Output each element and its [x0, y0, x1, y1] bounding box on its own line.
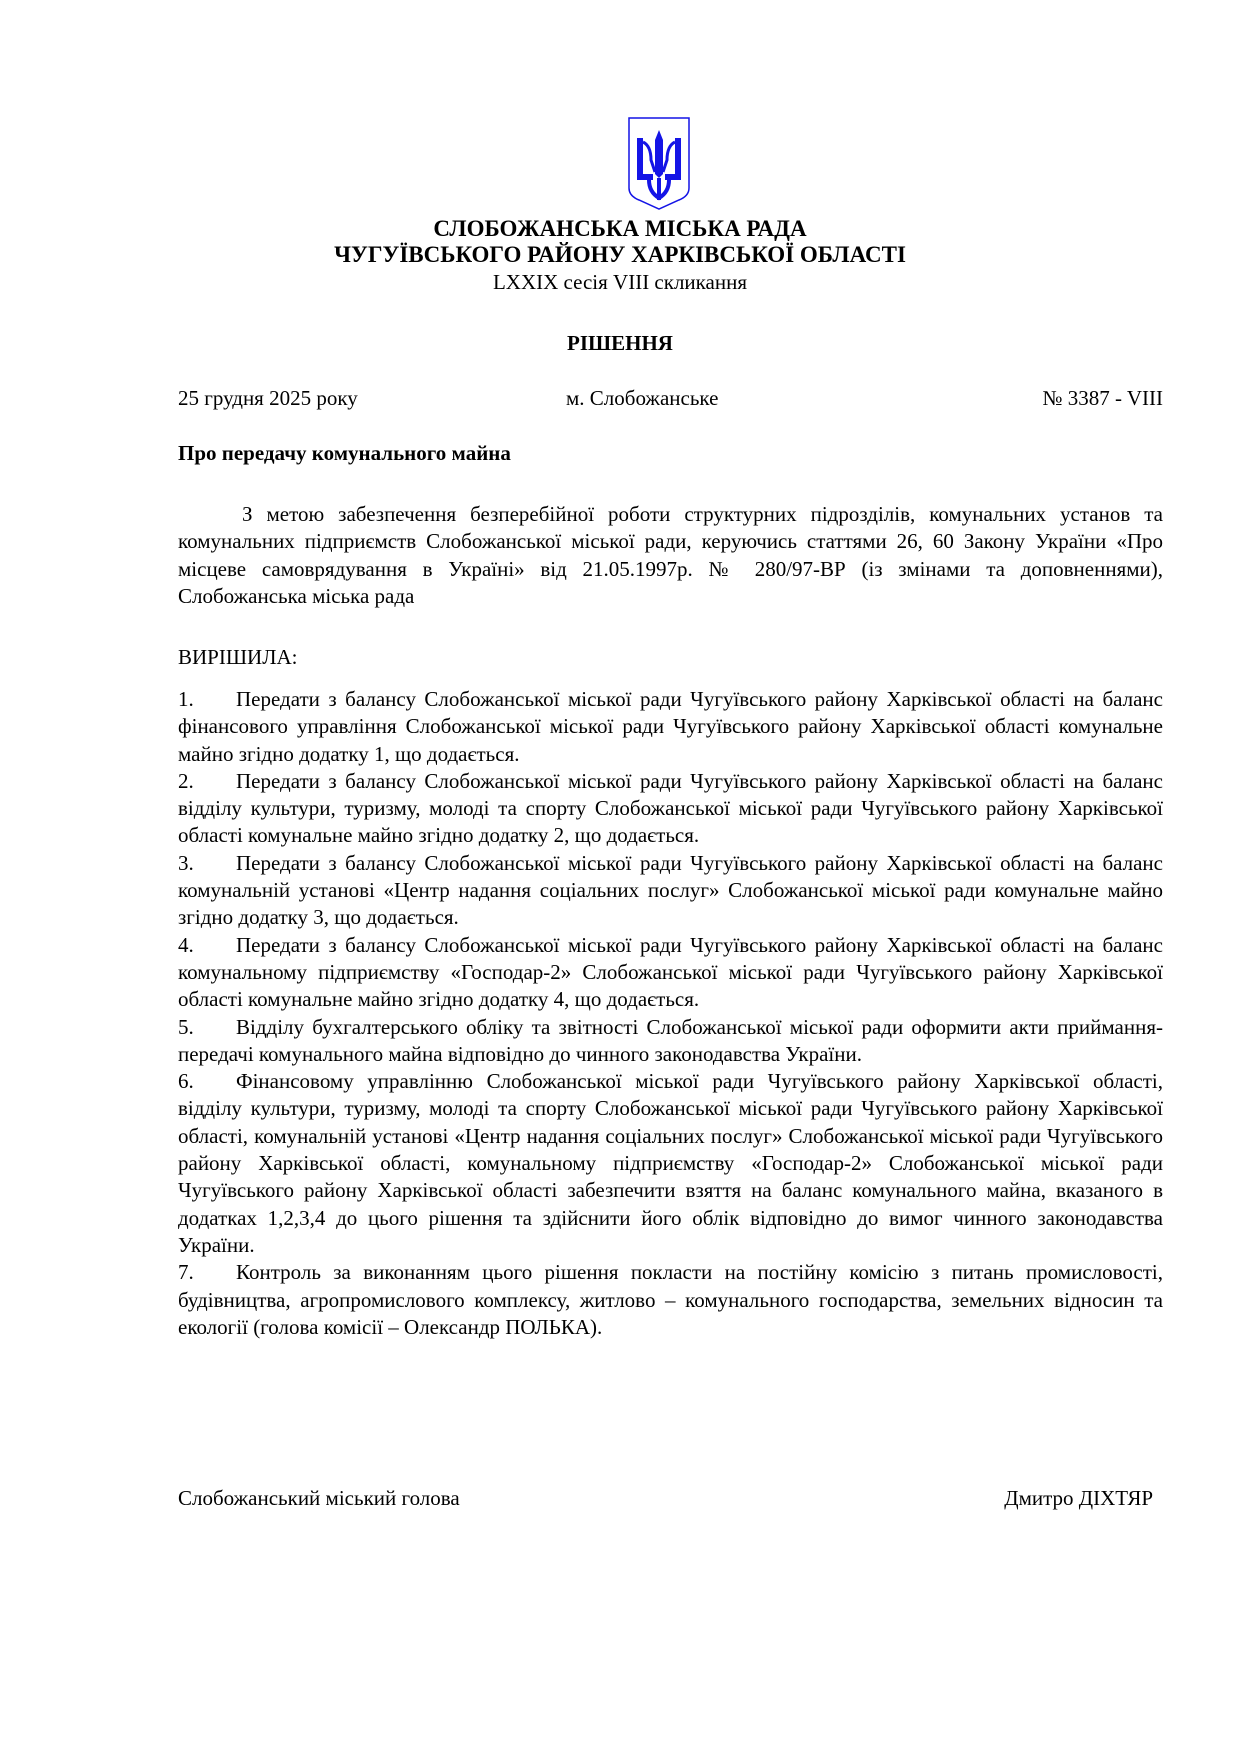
- document-number: № 3387 - VIII: [1042, 386, 1163, 410]
- item-number: 2.: [178, 768, 194, 793]
- document-subject: Про передачу комунального майна: [178, 441, 511, 465]
- resolution-item: [178, 1259, 1163, 1341]
- resolution-item: [178, 1068, 1163, 1259]
- signature-block: [178, 1486, 1153, 1512]
- item-text: Передати з балансу Слобожанської міської ради Чугуївського району Харківської області на баланс відділу культури, туризму, молоді та спорту Слобожанської міської ради Чугуївського району Харківської області комунальне майно згідно додатку 2, що додається.: [178, 768, 1163, 848]
- signatory-role: Слобожанський міський голова: [178, 1486, 460, 1510]
- item-text: Відділу бухгалтерського обліку та звітності Слобожанської міської ради оформити акти приймання-передачі комунального майна відповідно до чинного законодавства України.: [178, 1014, 1163, 1066]
- preamble-paragraph: З метою забезпечення безперебійної роботи структурних підрозділів, комунальних установ та комунальних підприємств Слобожанської міської ради, керуючись статтями 26, 60 Закону України «Про місцеве самоврядування в Україні» від 21.05.1997р. № 280/97-ВР (із змінами та доповненнями), Слобожанська міська рада: [178, 502, 1163, 608]
- item-number: 5.: [178, 1014, 194, 1039]
- item-text: Фінансовому управлінню Слобожанської міської ради Чугуївського району Харківської області, відділу культури, туризму, молоді та спорту Слобожанської міської ради Чугуївського району Харківської області, комунальній установі «Центр надання соціальних послуг» Слобожанської міської ради Чугуївського району Харківської області, комунальному підприємству «Господар-2» Слобожанської міської ради Чугуївського району Харківської області забезпечити взяття на баланс комунального майна, вказаного в додатках 1,2,3,4 до цього рішення та здійснити його облік відповідно до вимог чинного законодавства України.: [178, 1069, 1163, 1257]
- document-meta: [178, 386, 1163, 412]
- item-number: 3.: [178, 850, 194, 875]
- document-place: м. Слобожанське: [566, 386, 719, 410]
- council-name: СЛОБОЖАНСЬКА МІСЬКА РАДА: [433, 216, 807, 241]
- signatory-name: Дмитро ДІХТЯР: [1004, 1486, 1153, 1510]
- document-date: 25 грудня 2025 року: [178, 386, 358, 410]
- item-number: 6.: [178, 1069, 194, 1094]
- item-number: 4.: [178, 932, 194, 957]
- item-number: 7.: [178, 1260, 194, 1285]
- district-name: ЧУГУЇВСЬКОГО РАЙОНУ ХАРКІВСЬКОЇ ОБЛАСТІ: [334, 242, 906, 267]
- resolution-item: [178, 932, 1163, 1014]
- resolution-item: [178, 850, 1163, 932]
- item-text: Передати з балансу Слобожанської міської ради Чугуївського району Харківської області на баланс фінансового управління Слобожанської міської ради Чугуївського району Харківської області комунальне майно згідно додатку 1, що додається.: [178, 687, 1163, 766]
- resolution-items: [178, 686, 1163, 1341]
- session-line: LXXIX сесія VIII скликання: [492, 270, 748, 294]
- item-number: 1.: [178, 687, 194, 711]
- trident-coat-of-arms-icon: [627, 116, 691, 211]
- resolved-label: ВИРІШИЛА:: [178, 645, 298, 669]
- item-text: Передати з балансу Слобожанської міської ради Чугуївського району Харківської області на баланс комунальній установі «Центр надання соціальних послуг» Слобожанської міської ради комунальне майно згідно додатку 3, що додається.: [178, 850, 1163, 930]
- resolution-item: [178, 768, 1163, 850]
- item-text: Передати з балансу Слобожанської міської ради Чугуївського району Харківської області на баланс комунальному підприємству «Господар-2» Слобожанської міської ради Чугуївського району Харківської області комунальне майно згідно додатку 4, що додається.: [178, 932, 1163, 1012]
- document-type: РІШЕННЯ: [567, 331, 673, 355]
- resolution-item: [178, 1014, 1163, 1069]
- item-text: Контроль за виконанням цього рішення покласти на постійну комісію з питань промисловості, будівництва, агропромислового комплексу, житлово – комунального господарства, земельних відносин та екології (голова комісії – Олександр ПОЛЬКА).: [178, 1260, 1163, 1339]
- resolution-item: [178, 686, 1163, 768]
